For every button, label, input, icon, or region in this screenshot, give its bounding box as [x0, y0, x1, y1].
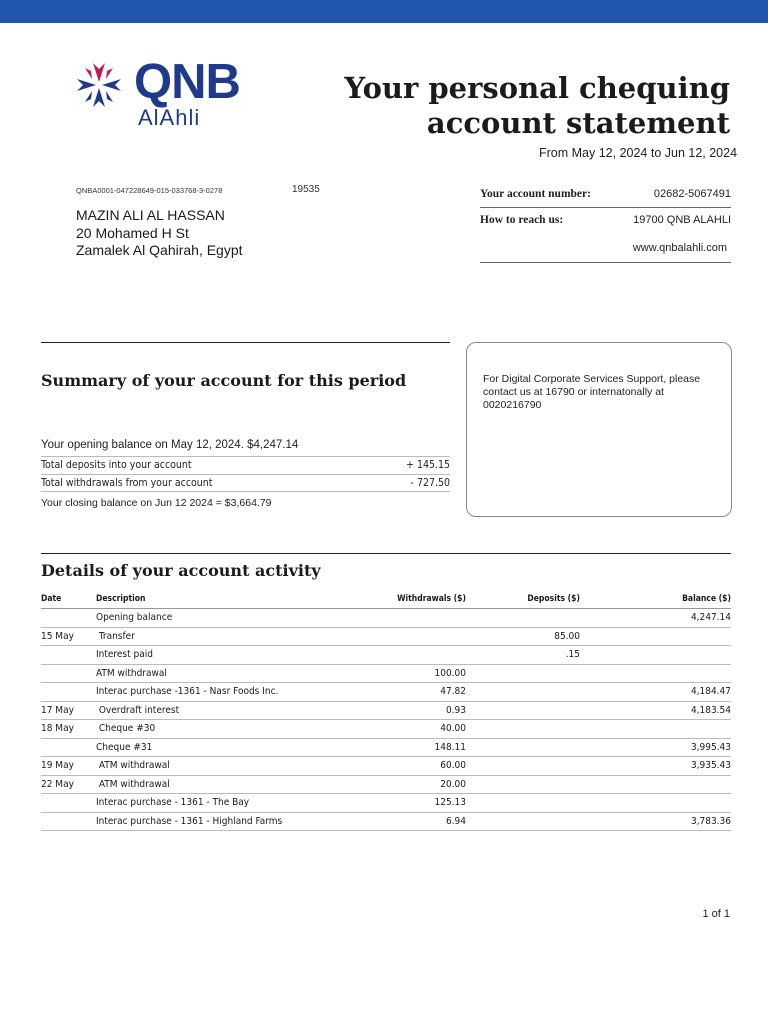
withdrawals-total-value: - 727.50	[410, 477, 450, 489]
table-row	[41, 628, 731, 647]
cell-withdrawals: 0.93	[445, 704, 466, 716]
cell-withdrawals: 6.94	[445, 815, 466, 827]
table-row	[41, 739, 731, 758]
cell-date: 17 May	[41, 704, 74, 716]
cell-description: Transfer	[96, 630, 135, 642]
cell-description: Interest paid	[96, 649, 153, 660]
table-row	[41, 720, 731, 739]
contact-website-link[interactable]: www.qnbalahli.com	[632, 242, 727, 254]
deposits-total-value: + 145.15	[406, 459, 450, 471]
cell-description: Opening balance	[96, 612, 173, 623]
brand-name: QNB	[134, 55, 240, 109]
table-row	[41, 702, 731, 721]
top-banner	[0, 0, 768, 23]
cell-withdrawals: 20.00	[440, 778, 466, 790]
summary-title: Summary of your account for this period	[41, 371, 407, 390]
page-title	[344, 71, 730, 141]
table-body	[41, 609, 731, 831]
cell-withdrawals: 100.00	[434, 667, 466, 679]
address-line-2: Zamalek Al Qahirah, Egypt	[76, 242, 243, 258]
opening-balance: Your opening balance on May 12, 2024. $4,247.14	[41, 439, 299, 451]
cell-withdrawals: 60.00	[440, 760, 466, 771]
customer-name: MAZIN ALI AL HASSAN	[76, 207, 225, 223]
details-title: Details of your account activity	[41, 561, 321, 580]
deposits-total-row	[41, 456, 450, 474]
table-row	[41, 609, 731, 628]
cell-description: Interac purchase - 1361 - The Bay	[96, 797, 250, 808]
header-balance: Balance ($)	[682, 594, 731, 604]
withdrawals-total-row	[41, 474, 450, 492]
cell-withdrawals: 40.00	[440, 723, 466, 734]
cell-withdrawals: 47.82	[440, 686, 466, 697]
qnb-logo	[74, 55, 249, 132]
cell-deposits: 85.00	[554, 630, 580, 642]
header-description: Description	[96, 594, 146, 604]
cell-description: Interac purchase -1361 - Nasr Foods Inc.	[96, 686, 279, 697]
cell-description: ATM withdrawal	[96, 778, 170, 790]
support-text: For Digital Corporate Services Support, please contact us at 16790 or internatonally at 0020216790	[483, 373, 701, 411]
contact-row	[480, 208, 731, 263]
page-number: 1 of 1	[702, 908, 730, 920]
cell-balance: 4,183.54	[690, 704, 731, 716]
closing-balance: Your closing balance on Jun 12 2024 = $3,664.79	[41, 491, 450, 509]
table-row	[41, 794, 731, 813]
statement-period: From May 12, 2024 to Jun 12, 2024	[539, 146, 738, 160]
cell-withdrawals: 148.11	[434, 741, 466, 753]
deposits-total-label: Total deposits into your account	[41, 459, 192, 471]
contact-phone: 19700 QNB ALAHLI	[633, 214, 731, 226]
cell-date: 22 May	[41, 778, 74, 790]
cell-description: ATM withdrawal	[96, 667, 167, 679]
cell-balance: 4,184.47	[690, 686, 731, 697]
reference-code: QNBA0001-047228649-015-033768-3-0278	[76, 186, 223, 195]
qnb-logo-mark-icon	[74, 60, 124, 110]
details-divider	[41, 553, 731, 554]
address-line-1: 20 Mohamed H St	[76, 224, 189, 241]
cell-date: 15 May	[41, 630, 74, 642]
cell-date: 19 May	[41, 760, 74, 771]
table-row	[41, 665, 731, 684]
activity-table	[41, 590, 731, 831]
account-number-label: Your account number:	[480, 188, 591, 200]
withdrawals-total-label: Total withdrawals from your account	[41, 477, 213, 489]
account-number: 02682-5067491	[653, 188, 731, 200]
cell-description: ATM withdrawal	[96, 760, 170, 771]
cell-description: Overdraft interest	[96, 704, 180, 716]
customer-address	[76, 207, 243, 260]
title-line-2: account statement	[426, 106, 730, 140]
cell-balance: 3,995.43	[690, 741, 731, 753]
summary-divider	[41, 342, 450, 343]
cell-withdrawals: 125.13	[434, 797, 466, 808]
table-header	[41, 590, 731, 609]
contact-label: How to reach us:	[480, 214, 564, 226]
table-row	[41, 776, 731, 795]
brand-sub: AlAhli	[138, 105, 201, 130]
account-info	[480, 180, 731, 263]
table-row	[41, 813, 731, 832]
cell-description: Interac purchase - 1361 - Highland Farms	[96, 815, 283, 827]
title-line-1: Your personal chequing	[344, 71, 730, 105]
account-number-row	[480, 180, 731, 208]
cell-deposits: .15	[565, 649, 580, 660]
header-withdrawals: Withdrawals ($)	[397, 594, 466, 604]
header-deposits: Deposits ($)	[527, 594, 580, 604]
cell-balance: 3,783.36	[690, 815, 731, 827]
cell-description: Cheque #30	[96, 723, 156, 734]
table-row	[41, 757, 731, 776]
cell-description: Cheque #31	[96, 741, 153, 753]
table-row	[41, 683, 731, 702]
cell-balance: 3,935.43	[690, 760, 731, 771]
header-date: Date	[41, 594, 62, 604]
support-box	[466, 342, 732, 517]
reference-number: 19535	[292, 184, 320, 195]
table-row	[41, 646, 731, 665]
cell-date: 18 May	[41, 723, 74, 734]
cell-balance: 4,247.14	[690, 612, 731, 623]
